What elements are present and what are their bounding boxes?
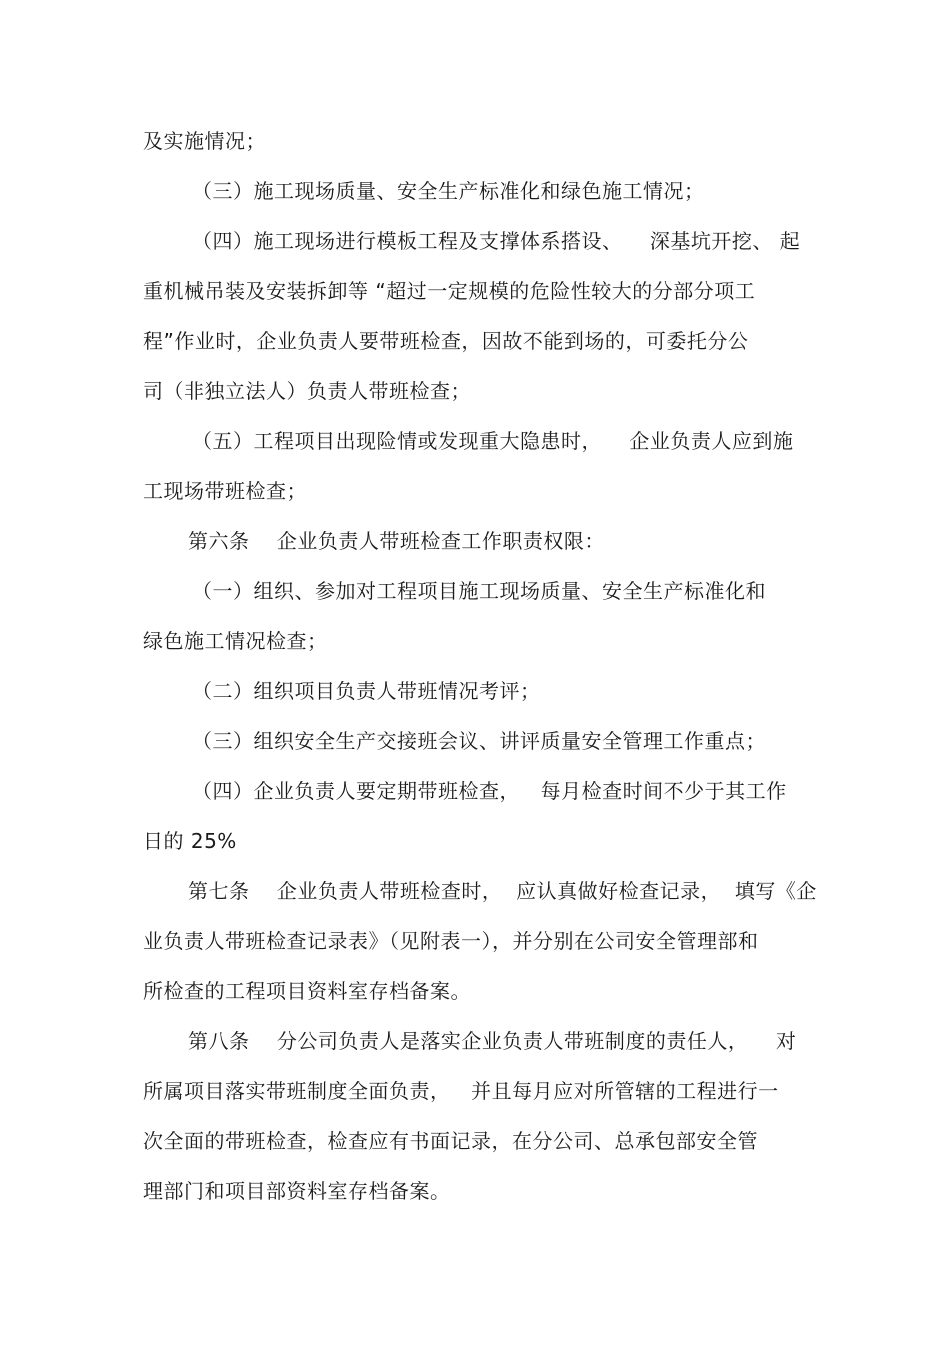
text-line: 业负责人带班检查记录表》（见附表一），并分别在公司安全管理部和 — [143, 929, 759, 953]
text-line: （四）企业负责人要定期带班检查， 每月检查时间不少于其工作 — [192, 779, 787, 803]
text-line: （三）组织安全生产交接班会议、讲评质量安全管理工作重点； — [192, 729, 766, 753]
text-line: 程”作业时，企业负责人要带班检查，因故不能到场的，可委托分公 — [143, 329, 749, 353]
text-line: （四）施工现场进行模板工程及支撑体系搭设、 深基坑开挖、 起 — [192, 229, 801, 253]
text-line: （二）组织项目负责人带班情况考评； — [192, 679, 541, 703]
text-line: 绿色施工情况检查； — [143, 629, 328, 653]
text-line: 司（非独立法人）负责人带班检查； — [143, 379, 471, 403]
text-line: 及实施情况； — [143, 129, 266, 153]
article-heading-line: 第六条 企业负责人带班检查工作职责权限： — [188, 529, 605, 553]
text-line: 重机械吊装及安装拆卸等 “超过一定规模的危险性较大的分部分项工 — [143, 279, 756, 303]
text-line: 理部门和项目部资料室存档备案。 — [143, 1179, 451, 1203]
text-line: 次全面的带班检查，检查应有书面记录，在分公司、总承包部安全管 — [143, 1129, 758, 1153]
text-line: 日的 25% — [143, 829, 237, 853]
text-line: 工现场带班检查； — [143, 479, 307, 503]
text-line: （五）工程项目出现险情或发现重大隐患时， 企业负责人应到施 — [192, 429, 794, 453]
text-line: （一）组织、参加对工程项目施工现场质量、安全生产标准化和 — [192, 579, 766, 603]
article-heading-line: 第八条 分公司负责人是落实企业负责人带班制度的责任人， 对 — [188, 1029, 797, 1053]
text-line: 所属项目落实带班制度全面负责， 并且每月应对所管辖的工程进行一 — [143, 1079, 779, 1103]
text-line: 所检查的工程项目资料室存档备案。 — [143, 979, 471, 1003]
text-line: （三）施工现场质量、安全生产标准化和绿色施工情况； — [192, 179, 705, 203]
article-heading-line: 第七条 企业负责人带班检查时， 应认真做好检查记录， 填写《企 — [188, 879, 817, 903]
